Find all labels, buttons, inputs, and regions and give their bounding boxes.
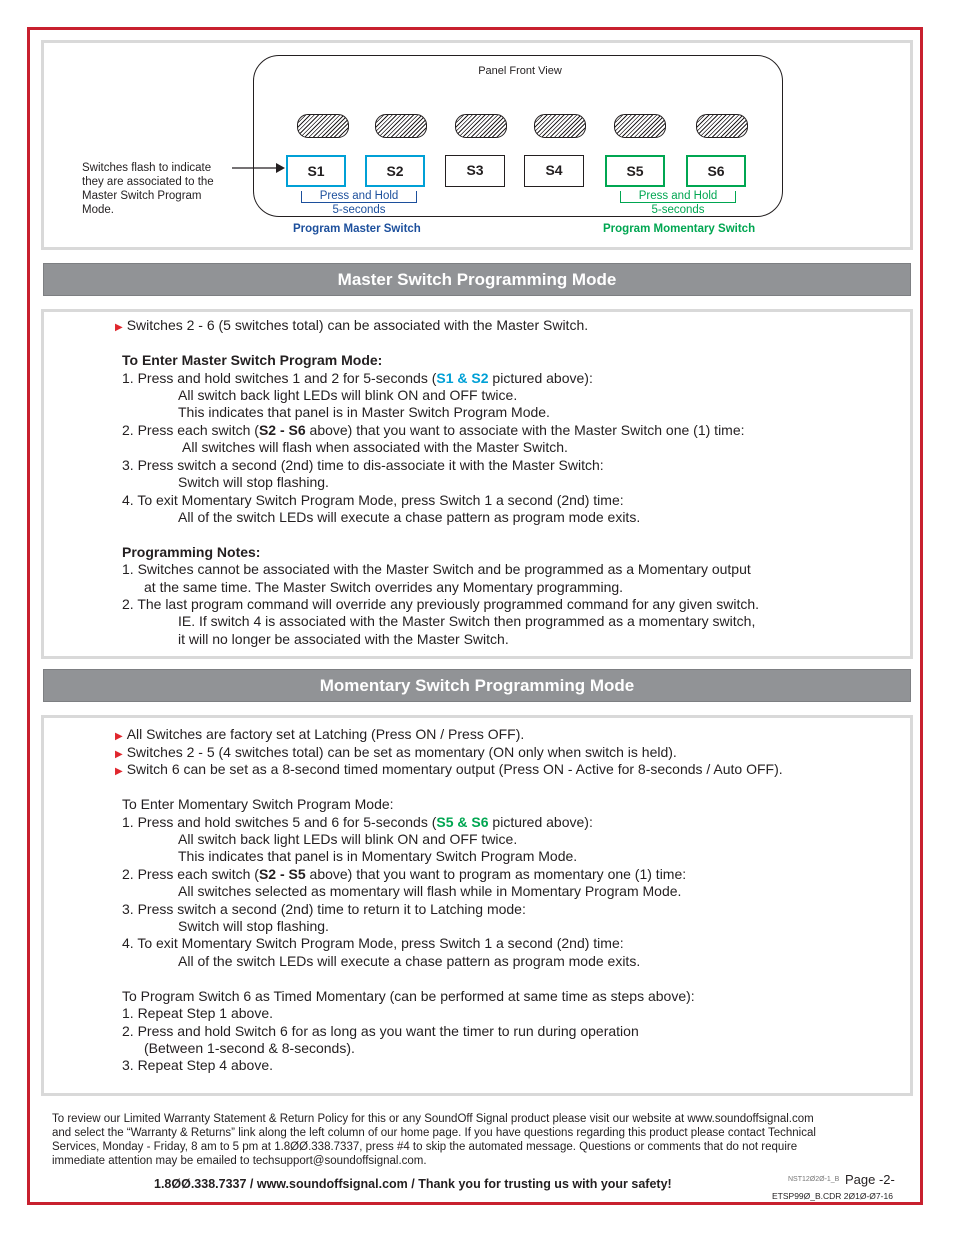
footer-file: ETSP99Ø_B.CDR 2Ø1Ø-Ø7-16 bbox=[772, 1191, 893, 1201]
press-hold-master-line1: Press and Hold bbox=[319, 190, 399, 202]
master-enter-title: To Enter Master Switch Program Mode: bbox=[122, 352, 383, 368]
master-note-2-cont-1: IE. If switch 4 is associated with the Master Switch then programmed as a momentary switch, bbox=[178, 613, 756, 629]
switch-s6: S6 bbox=[686, 155, 746, 187]
momentary-bullet-3 bbox=[115, 761, 783, 780]
label-program-master: Program Master Switch bbox=[293, 223, 421, 235]
press-hold-momentary bbox=[621, 189, 735, 217]
momentary-heading: Momentary Switch Programming Mode bbox=[43, 669, 911, 702]
led-window-5 bbox=[614, 114, 666, 138]
master-step-2-text: 2. Press each switch ( bbox=[122, 422, 259, 438]
master-step-4: 4. To exit Momentary Switch Program Mode, press Switch 1 a second (2nd) time: bbox=[122, 492, 624, 508]
master-step-1-text: 1. Press and hold switches 1 and 2 for 5-seconds ( bbox=[122, 370, 437, 386]
led-window-1 bbox=[297, 114, 349, 138]
momentary-step-2-end: above) that you want to program as momentary one (1) time: bbox=[305, 866, 687, 882]
panel-title: Panel Front View bbox=[478, 65, 562, 77]
press-hold-master-line2: 5-seconds bbox=[332, 204, 386, 216]
timed-step-2-cont: (Between 1-second & 8-seconds). bbox=[144, 1040, 355, 1056]
momentary-step-3-detail: Switch will stop flashing. bbox=[178, 918, 329, 934]
momentary-bullet-1-text: All Switches are factory set at Latching (Press ON / Press OFF). bbox=[126, 726, 525, 742]
master-step-2-detail: All switches will flash when associated with the Master Switch. bbox=[182, 439, 568, 455]
master-step-1-end: pictured above): bbox=[488, 370, 593, 386]
master-step-1-detail-1: All switch back light LEDs will blink ON and OFF twice. bbox=[178, 387, 518, 403]
momentary-step-4-detail: All of the switch LEDs will execute a chase pattern as program mode exits. bbox=[178, 953, 641, 969]
timed-step-2: 2. Press and hold Switch 6 for as long as you want the timer to run during operation bbox=[122, 1023, 639, 1039]
momentary-step-1 bbox=[122, 814, 593, 831]
master-step-1-detail-2: This indicates that panel is in Master Switch Program Mode. bbox=[178, 404, 550, 420]
master-bullet bbox=[115, 317, 588, 336]
footer-contact: 1.8ØØ.338.7337 / www.soundoffsignal.com / Thank you for trusting us with your safety! bbox=[154, 1177, 672, 1191]
momentary-step-1-detail-1: All switch back light LEDs will blink ON and OFF twice. bbox=[178, 831, 518, 847]
timed-step-1: 1. Repeat Step 1 above. bbox=[122, 1005, 273, 1021]
footer-warranty bbox=[52, 1112, 816, 1168]
master-heading: Master Switch Programming Mode bbox=[43, 263, 911, 296]
momentary-step-1-highlight: S5 & S6 bbox=[436, 814, 489, 830]
momentary-bullet-2-text: Switches 2 - 5 (4 switches total) can be set as momentary (ON only when switch is held). bbox=[126, 744, 677, 760]
timed-step-3: 3. Repeat Step 4 above. bbox=[122, 1057, 273, 1073]
footer-line-4: immediate attention may be emailed to techsupport@soundoffsignal.com. bbox=[52, 1155, 427, 1167]
momentary-step-1-end: pictured above): bbox=[488, 814, 593, 830]
momentary-step-1-detail-2: This indicates that panel is in Momentary Switch Program Mode. bbox=[178, 848, 578, 864]
switch-s4: S4 bbox=[524, 155, 584, 187]
switch-s1: S1 bbox=[286, 155, 346, 187]
timed-title: To Program Switch 6 as Timed Momentary (can be performed at same time as steps above): bbox=[122, 988, 695, 1004]
bullet-icon: ▶ bbox=[115, 731, 123, 742]
footer-line-2: and select the “Warranty & Returns” link along the left column of our home page. If you have questions regarding this product please contact Technical bbox=[52, 1127, 816, 1139]
momentary-step-3: 3. Press switch a second (2nd) time to return it to Latching mode: bbox=[122, 901, 526, 917]
callout-text: Switches flash to indicate they are associated to the Master Switch Program Mode. bbox=[82, 162, 214, 216]
led-window-4 bbox=[534, 114, 586, 138]
master-step-3: 3. Press switch a second (2nd) time to dis-associate it with the Master Switch: bbox=[122, 457, 604, 473]
momentary-step-1-text: 1. Press and hold switches 5 and 6 for 5-seconds ( bbox=[122, 814, 437, 830]
press-hold-momentary-line2: 5-seconds bbox=[651, 204, 705, 216]
switch-s5: S5 bbox=[605, 155, 665, 187]
switch-s3: S3 bbox=[445, 155, 505, 187]
master-step-1-highlight: S1 & S2 bbox=[436, 370, 489, 386]
master-step-1 bbox=[122, 370, 593, 387]
callout-arrow-icon bbox=[232, 160, 286, 176]
momentary-step-2-highlight: S2 - S5 bbox=[258, 866, 306, 882]
bullet-icon: ▶ bbox=[115, 322, 123, 333]
master-note-1-cont: at the same time. The Master Switch overrides any Momentary programming. bbox=[144, 579, 624, 595]
press-hold-master bbox=[303, 189, 415, 217]
master-step-4-detail: All of the switch LEDs will execute a chase pattern as program mode exits. bbox=[178, 509, 641, 525]
footer-line-3: Services, Monday - Friday, 8 am to 5 pm at 1.8ØØ.338.7337, press #4 to skip the automated message. Questions or comments that do not require bbox=[52, 1141, 798, 1153]
master-step-3-detail: Switch will stop flashing. bbox=[178, 474, 329, 490]
master-notes-title: Programming Notes: bbox=[122, 544, 261, 560]
master-step-2-highlight: S2 - S6 bbox=[258, 422, 306, 438]
led-window-3 bbox=[455, 114, 507, 138]
momentary-enter-title: To Enter Momentary Switch Program Mode: bbox=[122, 796, 394, 812]
press-hold-momentary-line1: Press and Hold bbox=[638, 190, 718, 202]
footer-line-1: To review our Limited Warranty Statement & Return Policy for this or any SoundOff Signal product please visit our website at www.soundoffsignal.com bbox=[52, 1113, 814, 1125]
label-program-momentary: Program Momentary Switch bbox=[603, 223, 756, 235]
footer-doc-code: NST12Ø2Ø-1_B bbox=[788, 1176, 840, 1183]
led-window-2 bbox=[375, 114, 427, 138]
momentary-step-2 bbox=[122, 866, 686, 883]
momentary-step-4: 4. To exit Momentary Switch Program Mode, press Switch 1 a second (2nd) time: bbox=[122, 935, 624, 951]
master-note-1: 1. Switches cannot be associated with the Master Switch and be programmed as a Momentary output bbox=[122, 561, 751, 577]
bullet-icon: ▶ bbox=[115, 749, 123, 760]
master-step-2-end: above) that you want to associate with the Master Switch one (1) time: bbox=[305, 422, 745, 438]
bullet-icon: ▶ bbox=[115, 766, 123, 777]
master-step-2 bbox=[122, 422, 745, 439]
switch-s2: S2 bbox=[365, 155, 425, 187]
momentary-bullet-1 bbox=[115, 726, 524, 745]
master-note-2-cont-2: it will no longer be associated with the Master Switch. bbox=[178, 631, 509, 647]
momentary-step-2-detail: All switches selected as momentary will flash while in Momentary Program Mode. bbox=[178, 883, 682, 899]
led-window-6 bbox=[696, 114, 748, 138]
momentary-bullet-3-text: Switch 6 can be set as a 8-second timed momentary output (Press ON - Active for 8-seconds / Auto OFF). bbox=[126, 761, 783, 777]
master-bullet-text: Switches 2 - 6 (5 switches total) can be associated with the Master Switch. bbox=[126, 317, 589, 333]
footer-page-number: Page -2- bbox=[845, 1172, 895, 1187]
master-note-2: 2. The last program command will override any previously programmed command for any given switch. bbox=[122, 596, 760, 612]
momentary-step-2-text: 2. Press each switch ( bbox=[122, 866, 259, 882]
